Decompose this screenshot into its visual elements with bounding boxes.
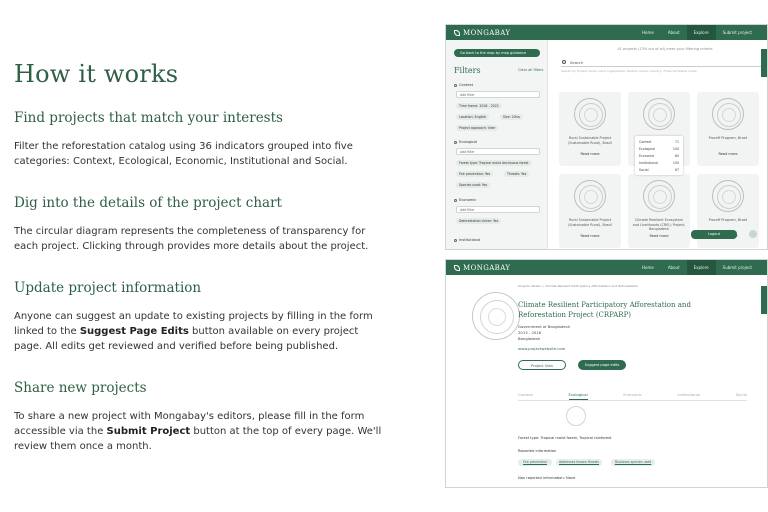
top-nav [446,260,767,275]
filter-chip[interactable]: Threats: Yes [504,171,529,177]
project-name: Proceff Program, Brazil [708,218,748,222]
score-value: 60 [674,154,679,158]
section-body [14,409,384,454]
score-row [639,154,679,158]
info-icon [454,84,457,87]
info-icon [454,141,457,144]
score-row [639,140,679,144]
project-years: 2013 - 2016 [518,330,542,335]
logout-button[interactable]: Logout [691,230,737,239]
leaf-icon [454,30,460,36]
body-text: To share a new project with Mongabay's editors, please fill in the form accessible via the [14,411,365,437]
mongabay-logo[interactable] [454,29,510,37]
feedback-tab[interactable] [761,49,767,77]
score-row [639,161,679,165]
transparency-chart[interactable] [574,98,606,130]
project-title: Climate Resilient Participatory Afforestation and Reforestation Project (CRPARP) [518,301,691,319]
tab-social[interactable]: Social [735,392,747,397]
project-card[interactable] [697,92,759,166]
section-heading: Update project information [14,280,202,296]
score-label: Social [639,168,649,172]
nav-about[interactable]: About [667,265,680,270]
score-value: 71 [674,140,679,144]
breadcrumb[interactable]: Projects details > Climate Resilient Participatory Afforestation and Reforestation [518,284,639,288]
nav-explore[interactable]: Explore [687,260,716,275]
project-name: Rural Sustainable Project (Sustainable Rural), Brazil [568,218,612,227]
tab-economic[interactable]: Economic [623,392,642,397]
filter-chip[interactable]: Fire prevention: Yes [456,171,493,177]
read-more-link[interactable]: Read more [580,152,600,156]
reported-info-label: Reported information [518,449,557,453]
filter-chip[interactable]: Forest type: Tropical moist deciduous forest [456,160,532,166]
how-it-works-panel [14,0,414,512]
add-filter-select[interactable]: Add filter [456,206,540,213]
score-label: Institutional [639,161,658,165]
non-reported-info: Non reported information: None [518,476,576,480]
transparency-chart[interactable] [643,180,675,212]
filter-group-label: Economic [459,198,477,202]
nav-home[interactable]: Home [642,30,654,35]
top-nav [446,25,767,40]
score-label: Ecological [639,147,656,151]
transparency-chart[interactable] [574,180,606,212]
nav-home[interactable]: Home [642,265,654,270]
filter-group-label: Ecological [459,140,478,144]
project-organization: Government of Bangladesh [518,324,571,329]
section-body [14,309,384,354]
projects-results [549,40,761,249]
project-name: Climate Resilient Ecosystem and Livelihoods (CREL) Project, Bangladesh [632,218,686,231]
filter-chip[interactable]: Time frame: 2018 - 2022 [456,103,502,109]
read-more-link[interactable]: Read more [718,152,738,156]
page-title: How it works [14,60,179,88]
filter-chip[interactable]: Project approach: Inter [456,125,498,131]
filter-chip[interactable]: Species used: Yes [456,182,490,188]
back-to-map-button[interactable]: Go back to the map by map guidance [454,49,540,57]
read-more-link[interactable]: Read more [649,234,669,238]
transparency-chart[interactable] [472,292,520,340]
section-project-chart [14,195,384,254]
read-more-link[interactable]: Read more [580,234,600,238]
filter-group-label: Institutional [459,238,481,242]
help-icon[interactable] [749,230,757,238]
info-icon [454,239,457,242]
reported-chip[interactable]: Addresses known threats [556,459,602,466]
suggest-edits-mention: Suggest Page Edits [79,326,189,337]
explore-screenshot [445,24,768,250]
section-body: Filter the reforestation catalog using 36 indicators grouped into five categories: Context, Ecological, Economic, Institutional and Social. [14,141,353,167]
section-update-info [14,280,384,354]
tab-institutional[interactable]: Institutional [677,392,701,397]
forest-type-text: Forest type: Tropical moist forest, Tropical rainforest [518,436,612,440]
tab-ecological[interactable]: Ecological [569,392,588,400]
feedback-tab[interactable] [761,286,767,314]
transparency-chart[interactable] [712,180,744,212]
transparency-chart[interactable] [643,98,675,130]
score-label: Economic [639,154,655,158]
search-label: Search [570,60,584,65]
section-heading: Share new projects [14,380,147,396]
section-heading: Dig into the details of the project chart [14,195,282,211]
project-card[interactable] [559,92,621,166]
filter-group-institutional[interactable] [454,238,480,242]
leaf-icon [454,265,460,271]
search-hint: Search by Project name, Land organization, Partner name, Country, Financial Status name [561,69,697,73]
info-icon [454,199,457,202]
filter-group-context[interactable] [454,83,473,87]
body-text: Anyone can suggest an update to existing projects by filling in the form linked to the [14,311,373,337]
section-body: The circular diagram represents the completeness of transparency for each project. Clicking through provides more details about the project. [14,226,369,252]
reported-chip[interactable]: Fire prevention [518,459,552,466]
logo-text: MONGABAY [463,263,511,272]
section-heading: Find projects that match your interests [14,110,283,126]
project-country: Bangladesh [518,336,541,341]
score-value: 100 [672,161,679,165]
nav-explore[interactable]: Explore [687,25,716,40]
reported-chip[interactable]: Discloses species used [611,459,655,466]
project-website-link[interactable]: www.projectwebsite.com [518,346,566,351]
results-count: 41 projects (13% out of all) meet your filtering criteria [617,47,713,51]
clear-all-filters-link[interactable]: Clear all filters [518,68,544,72]
project-card[interactable] [628,174,690,248]
nav-about[interactable]: About [667,30,680,35]
filter-group-ecological[interactable] [454,140,477,144]
project-name: Proceff Program, Brazil [708,136,748,140]
filter-chip[interactable]: Location: English [456,114,489,120]
submit-project-mention: Submit Project [106,426,191,437]
score-row [639,168,679,172]
filter-group-economic[interactable] [454,198,476,202]
nav-submit-project[interactable]: Submit project [722,30,752,35]
project-links-button[interactable]: Project links [518,360,566,370]
category-score-popup [635,136,683,175]
ecological-chart [566,406,586,426]
project-detail-screenshot [445,259,768,488]
section-find-projects [14,110,384,169]
filter-group-label: Context [459,83,474,87]
search-input[interactable] [561,58,761,67]
suggest-page-edits-button[interactable]: Suggest page edits [578,360,626,370]
logo-text: MONGABAY [463,28,511,37]
category-tabs [518,392,747,401]
transparency-chart[interactable] [712,98,744,130]
score-value: 67 [674,168,679,172]
section-share-projects [14,380,384,454]
project-name: Rural Sustainable Project (Sustainable Rural), Brazil [568,136,612,145]
score-row [639,147,679,151]
project-card[interactable] [559,174,621,248]
search-icon [562,60,566,64]
score-label: Context [639,140,652,144]
body-text: button at the top of every page. We'll review them once a month. [14,426,382,452]
add-filter-select[interactable]: Add filter [456,91,540,98]
filter-chip[interactable]: Size: 20ha [500,114,523,120]
filter-chip[interactable]: Deforestation driver: Yes [456,218,501,224]
body-text: button available on every project page. All edits get reviewed and verified before being published. [14,326,359,352]
filters-title: Filters [454,66,481,75]
filters-sidebar [446,40,548,249]
score-value: 100 [672,147,679,151]
nav-submit-project[interactable]: Submit project [722,265,752,270]
add-filter-select[interactable]: Add filter [456,148,540,155]
tab-context[interactable]: Context [518,392,533,397]
mongabay-logo[interactable] [454,264,510,272]
